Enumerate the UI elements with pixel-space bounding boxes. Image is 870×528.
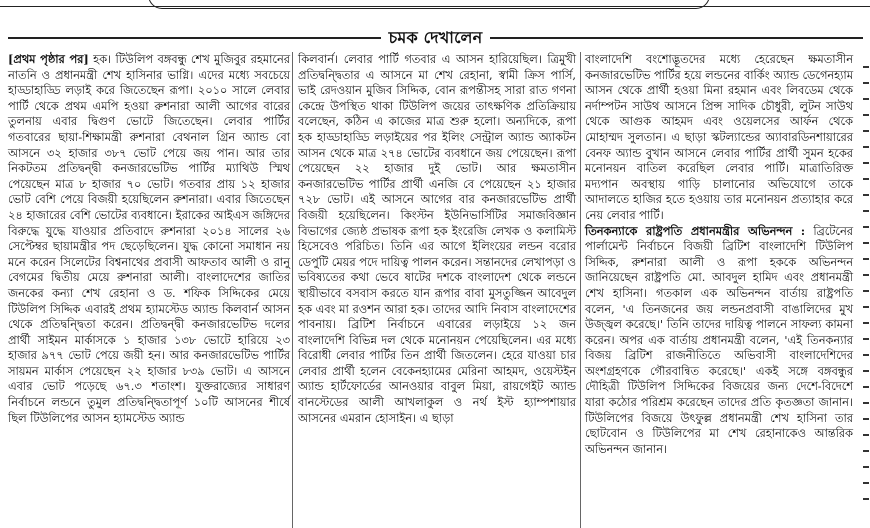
edge-mark — [863, 354, 869, 356]
edge-mark — [863, 194, 869, 196]
column-2-paragraph: কিলবার্ন। লেবার পার্টি গতবার এ আসন হারিয়েছিল। ত্রিমুখী প্রতিদ্বন্দ্বিতার এ আসনে মা শেখ রেহানা, স্বামী ক্রিস পার্সি, ভাই রেদওয়ান মুজিব সিদ্দিক, বোন রূপন্তীসহ সারা রাত গণনা কেন্দ্রে উপস্থিত থাকা টিউলিপ জয়ের তাৎক্ষণিক প্রতিক্রিয়ায় বলেছেন, কঠিন এ কাজের মাত্র শুরু হলো। অন্যদিকে, রূপা হক হাড্ডাহাড্ডি লড়াইয়ের পর ইলিং সেন্ট্রাল অ্যান্ড অ্যাকটন আসন থেকে মাত্র ২৭৪ ভোটের ব্যবধানে জয় পেয়েছেন। রূপা পেয়েছেন ২২ হাজার দুই ভোট। আর ক্ষমতাসীন কনজারভেটিভ পার্টির প্রার্থী এনজি বে পেয়েছেন ২১ হাজার ৭২৮ ভোট। এই আসনে আগের বার কনজারভেটিভ প্রার্থী বিজয়ী হয়েছিলেন। কিংস্টন ইউনিভার্সিটির সমাজবিজ্ঞান বিভাগের জ্যেষ্ঠ প্রভাষক রূপা হক ইংরেজি লেখক ও কলামিস্ট হিসেবেও পরিচিত। তিনি এর আগে ইলিংয়ের লন্ডন বরোর ডেপুটি মেয়র পদে দায়িত্ব পালন করেন। সন্তানদের লেখাপড়া ও ভবিষ্যতের কথা ভেবে ষাটের দশকে বাংলাদেশ থেকে লন্ডনে স্থায়ীভাবে বসবাস করতে যান রূপার বাবা মুসতুজ্জিন আবেদুল হক এবং মা রওশন আরা হক। তাদের আদি নিবাস বাংলাদেশের পাবনায়। ব্রিটিশ নির্বাচনে এবারের লড়াইয়ে ১২ জন বাংলাদেশি বিভিন্ন দল থেকে মনোনয়ন পেয়েছিলেন। এর মধ্যে বিরোধী লেবার পার্টির তিন প্রার্থী জিতলেন। হেরে যাওয়া চার লেবার প্রার্থী হলেন বেকেনহ্যামের মেরিনা আহমদ, ওয়েস্টইন অ্যান্ড হার্টফোর্ডের আনওয়ার বাবুল মিয়া, রায়গেইট অ্যান্ড বানস্টেডের আলী আখলাকুল ও নর্থ ইস্ট হ্যাম্পশায়ার আসনের এমরান হোসাইন। এ ছাড়া — [298, 52, 576, 425]
edge-mark — [863, 82, 869, 84]
edge-mark — [863, 498, 869, 500]
column-divider-1 — [292, 52, 293, 528]
edge-mark — [863, 98, 869, 100]
edge-mark — [863, 66, 869, 68]
top-frame-curve — [148, 0, 710, 9]
headline-rule-left — [8, 37, 381, 39]
article-column-1 — [8, 52, 290, 426]
edge-mark — [863, 418, 869, 420]
column-3-paragraph-1: বাংলাদেশি বংশোদ্ভূতদের মধ্যে হেরেছেন ক্ষমতাসীন কনজারভেটিভ পার্টির হয়ে লন্ডনের বার্কিং অ্যান্ড ডেগেনহ্যাম আসন থেকে প্রার্থী হওয়া মিনা রহমান এবং লিবডেম থেকে নর্দাম্পটন সাউথ আসনে প্রিন্স সাদিক চৌধুরী, লুটন সাউথ থেকে আগুক আহমদ এবং ওয়েলসের আর্ফন থেকে মোহাম্মদ সুলতান। এ ছাড়া স্কটল্যান্ডের অ্যাবারডিনশায়ারের বেনফ অ্যান্ড বুখান আসনে লেবার পার্টির প্রার্থী সুমন হকের মনোনয়ন বাতিল করেছিল লেবার পার্টি। মাত্রাতিরিক্ত মদ্যপান অবস্থায় গাড়ি চালানোর অভিযোগে তাকে আদালতে হাজির হতে হওয়ায় তার মনোনয়ন প্রত্যাহার করে নেয় লেবার পার্টি। — [585, 52, 853, 222]
edge-mark — [863, 402, 869, 404]
edge-mark — [863, 482, 869, 484]
edge-mark — [863, 450, 869, 452]
edge-mark — [863, 274, 869, 276]
edge-mark — [863, 290, 869, 292]
edge-mark — [863, 434, 869, 436]
column-3-text-2: ব্রিটেনের পার্লামেন্ট নির্বাচনে বিজয়ী ব্রিটিশ বাংলাদেশি টিউলিপ সিদ্দিক, রুশনারা আলী ও রূপা হককে অভিনন্দন জানিয়েছেন রাষ্ট্রপতি মো. আবদুল হামিদ এবং প্রধানমন্ত্রী শেখ হাসিনা। গতকাল এক অভিনন্দন বার্তায় রাষ্ট্রপতি বলেন, 'এ তিনজনের জয় লন্ডনপ্রবাসী বাঙালিদের মুখ উজ্জ্বল করেছে।' তিনি তাদের দায়িত্ব পালনে সাফল্য কামনা করেন। অপর এক বার্তায় প্রধানমন্ত্রী বলেন, 'এই তিনকন্যার বিজয় ব্রিটিশ রাজনীতিতে অভিবাসী বাংলাদেশিদের অংশগ্রহণকে গৌরবান্বিত করেছে।' একই সঙ্গে বঙ্গবন্ধুর দৌহিত্রী টিউলিপ সিদ্দিকের বিজয়ের জন্য দেশে-বিদেশে যারা কঠোর পরিশ্রম করেছেন তাদের প্রতি কৃতজ্ঞতা জানান। টিউলিপের বিজয়ে উৎফুল্ল প্রধানমন্ত্রী শেখ হাসিনা তার ছোটবোন ও টিউলিপের মা শেখ রেহানাকেও আন্তরিক অভিনন্দন জানান। — [585, 223, 853, 456]
edge-mark — [863, 322, 869, 324]
edge-mark — [863, 242, 869, 244]
adjacent-column-edge — [860, 52, 870, 528]
edge-mark — [863, 162, 869, 164]
article-column-3 — [585, 52, 853, 457]
headline: চমক দেখালেন — [388, 27, 483, 47]
article-column-2 — [298, 52, 576, 426]
column-3-paragraph-2 — [585, 224, 853, 458]
edge-mark — [863, 210, 869, 212]
headline-rule-right — [490, 37, 863, 39]
edge-mark — [863, 130, 869, 132]
column-1-text: হক। টিউলিপ বঙ্গবন্ধু শেখ মুজিবুর রহমানের নাতনি ও প্রধানমন্ত্রী শেখ হাসিনার ভাগ্নি। এদের মধ্যে সবচেয়ে হাড্ডাহাড্ডি লড়াই করে জিতেছেন রূপা। ২০১০ সালে লেবার পার্টি থেকে প্রথম এমপি হওয়া রুশনারা আলী আগের বারের তুলনায় এবার দ্বিগুণ ভোটে জিতেছেন। লেবার পার্টির গতবারের ছায়া-শিক্ষামন্ত্রী রুশনারা বেথনাল গ্রিন অ্যান্ড বো আসনে ৩২ হাজার ৩৮৭ ভোট পেয়ে জয় পান। আর তার নিকটতম প্রতিদ্বন্দ্বী কনজারভেটিভ পার্টির ম্যাথিউ স্মিথ পেয়েছেন মাত্র ৮ হাজার ৭০ ভোট। গতবার প্রায় ১২ হাজার ভোট বেশি পেয়ে বিজয়ী হয়েছিলেন রুশনারা। এবার জিতেছেন ২৪ হাজারের বেশি ভোটের ব্যবধানে। ইরাকের আইএস জঙ্গিদের বিরুদ্ধে যুদ্ধে যাওয়ার প্রতিবাদে রুশনারা ২০১৪ সালের ২৬ সেপ্টেম্বর ছায়ামন্ত্রীর পদ ছেড়েছিলেন। যুদ্ধ কোনো সমাধান নয় মনে করেন সিলেটের বিশ্বনাথের প্রবাসী আফতাব আলী ও রানু বেগমের দ্বিতীয় মেয়ে রুশনারা আলী। বাংলাদেশের জাতির জনকের কন্যা শেখ রেহানা ও ড. শফিক সিদ্দিকের মেয়ে টিউলিপ সিদ্দিক এবারই প্রথম হ্যামস্টেড অ্যান্ড কিলবার্ন আসন থেকে প্রতিদ্বন্দ্বিতা করেন। প্রতিদ্বন্দ্বী কনজারভেটিভ দলের প্রার্থী সাইমন মার্কাসকে ১ হাজার ১৩৮ ভোটে হারিয়ে ২৩ হাজার ৯৭৭ ভোট পেয়ে জয়ী হন। আর কনজারভেটিভ পার্টির সায়মন মার্কাস পেয়েছেন ২২ হাজার ৮৩৯ ভোট। এ আসনে এবার ভোট পড়েছে ৬৭.৩ শতাংশ। যুক্তরাজ্যের সাধারণ নির্বাচনে লন্ডনে তুমুল প্রতিদ্বন্দ্বিতাপূর্ণ ১০টি আসনের শীর্ষে ছিল টিউলিপের আসন হ্যামস্টেড অ্যান্ড — [8, 52, 290, 425]
subheading: তিনকন্যাকে রাষ্ট্রপতি প্রধানমন্ত্রীর অভিনন্দন : — [585, 223, 806, 238]
edge-mark — [863, 338, 869, 340]
edge-mark — [863, 114, 869, 116]
continuation-marker: [প্রথম পৃষ্ঠার পর] — [8, 52, 89, 66]
column-1-paragraph — [8, 52, 290, 426]
column-divider-2 — [580, 52, 581, 528]
edge-mark — [863, 370, 869, 372]
headline-bar — [8, 28, 863, 48]
edge-mark — [863, 258, 869, 260]
edge-mark — [863, 146, 869, 148]
edge-mark — [863, 386, 869, 388]
edge-mark — [863, 226, 869, 228]
edge-mark — [863, 178, 869, 180]
edge-mark — [863, 466, 869, 468]
edge-mark — [863, 306, 869, 308]
